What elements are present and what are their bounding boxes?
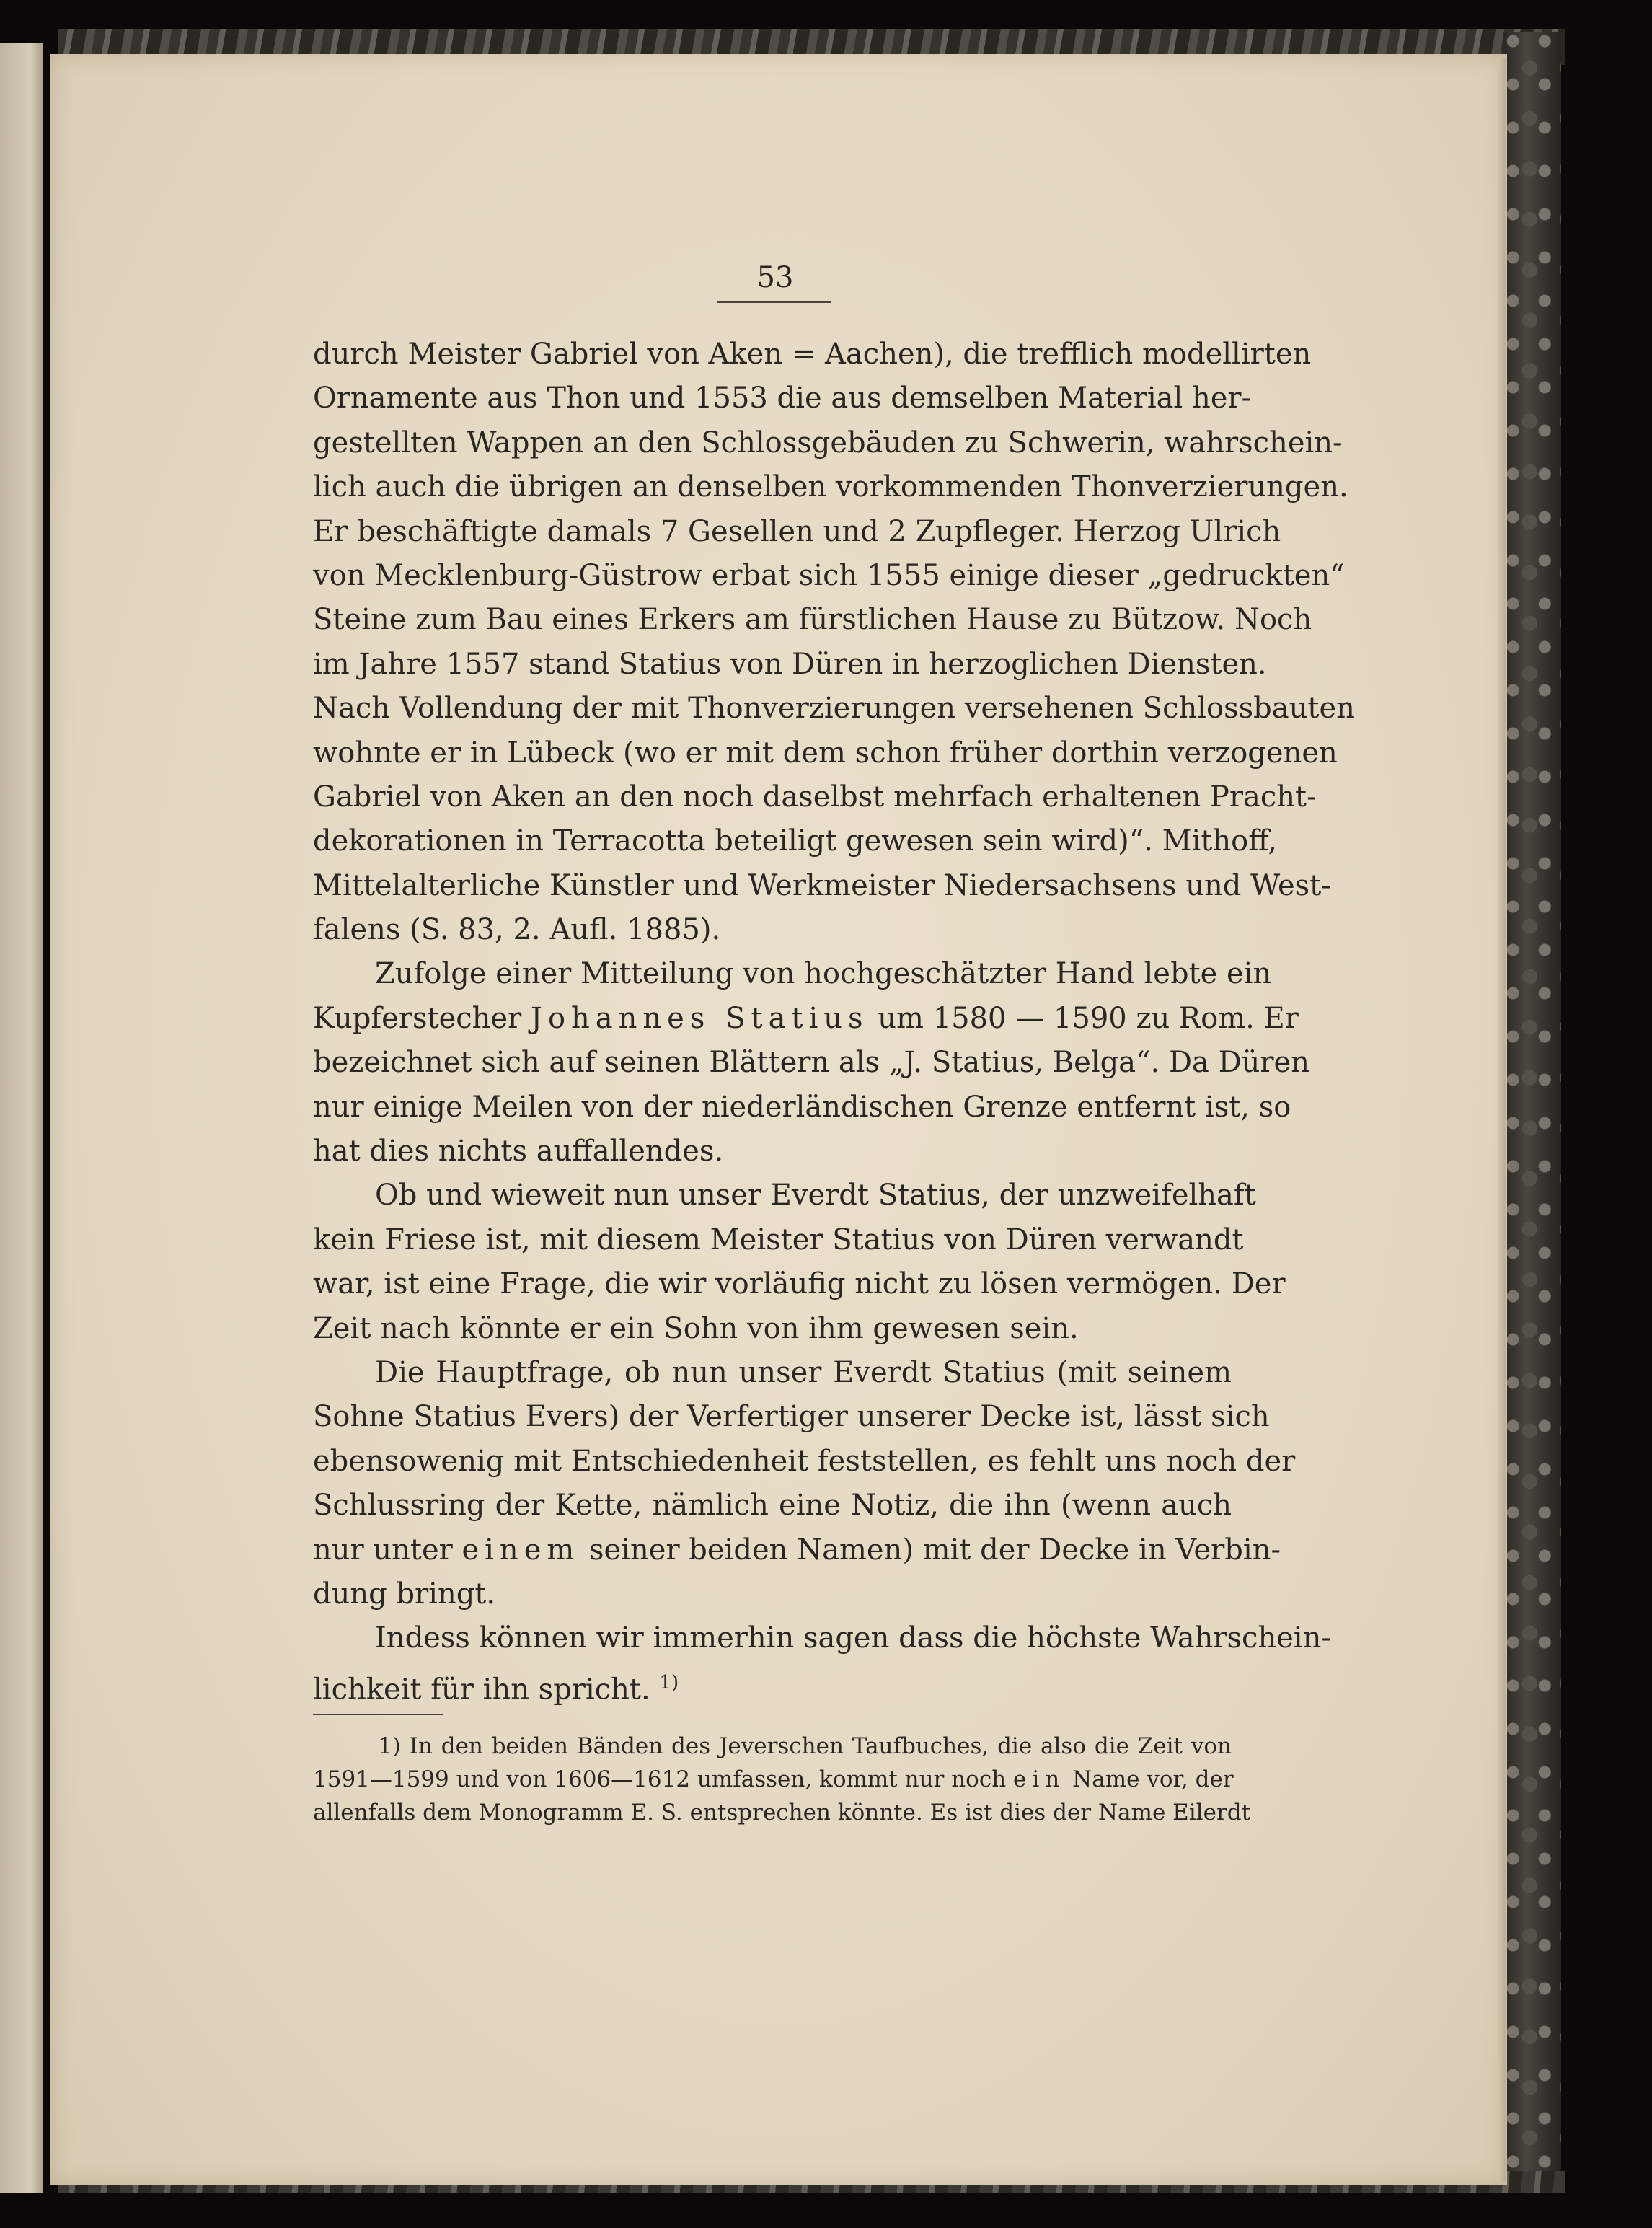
text-line: Ornamente aus Thon und 1553 die aus demselben Material her- <box>313 382 1252 415</box>
page-edge <box>1498 58 1506 2182</box>
text-line: Indess können wir immerhin sagen dass die höchste Wahrschein- <box>375 1621 1331 1655</box>
text-line <box>313 997 1299 1041</box>
text-line: lich auch die übrigen an denselben vorkommenden Thonverzierungen. <box>313 470 1348 504</box>
text-segment: 1591—1599 und von 1606—1612 umfassen, kommt nur noch <box>313 1766 1007 1792</box>
text-line: dekorationen in Terracotta beteiligt gewesen sein wird)“. Mithoff, <box>313 824 1277 858</box>
text-line: hat dies nichts auffallendes. <box>313 1135 724 1168</box>
text-line: wohnte er in Lübeck (wo er mit dem schon früher dorthin verzogenen <box>313 736 1338 770</box>
text-line: Ob und wieweit nun unser Everdt Statius, der unzweifelhaft <box>375 1179 1256 1212</box>
text-line: war, ist eine Frage, die wir vorläufig nicht zu lösen vermögen. Der <box>313 1267 1286 1301</box>
text-line: im Jahre 1557 stand Statius von Düren in herzoglichen Diensten. <box>313 647 1267 681</box>
text-line <box>313 1528 1281 1572</box>
text-line: durch Meister Gabriel von Aken = Aachen), die trefflich modellirten <box>313 338 1312 371</box>
text-segment: lichkeit für ihn spricht. <box>313 1673 650 1707</box>
page-number-rule <box>717 301 831 303</box>
footnote-reference: 1) <box>659 1671 679 1694</box>
footnote-marker: 1) <box>378 1733 401 1759</box>
text-line: falens (S. 83, 2. Aufl. 1885). <box>313 913 721 947</box>
text-segment: Kupferstecher <box>313 1001 522 1035</box>
footnote-line <box>313 1730 1232 1763</box>
text-line <box>313 1661 1232 1705</box>
text-line: bezeichnet sich auf seinen Blättern als „J. Statius, Belga“. Da Düren <box>313 1046 1309 1080</box>
spaced-name: Johannes Statius <box>530 1001 869 1035</box>
spaced-word: ein <box>1013 1766 1066 1792</box>
body-text <box>313 333 1355 1707</box>
text-segment: nur unter <box>313 1533 453 1567</box>
page-number: 53 <box>756 261 794 294</box>
footnote <box>313 1730 1251 1829</box>
text-line: kein Friese ist, mit diesem Meister Statius von Düren verwandt <box>313 1223 1244 1256</box>
text-segment: Name vor, der <box>1072 1766 1234 1792</box>
text-line: dung bringt. <box>313 1577 496 1611</box>
marbled-cover-right <box>1503 32 1561 2189</box>
text-line: Nach Vollendung der mit Thonverzierungen versehenen Schlossbauten <box>313 692 1355 726</box>
text-segment: In den beiden Bänden des Jeverschen Taufbuches, die also die Zeit von <box>409 1733 1232 1759</box>
text-line: Die Hauptfrage, ob nun unser Everdt Statius (mit seinem <box>375 1355 1232 1389</box>
facing-page-edge <box>0 43 43 2193</box>
text-line: von Mecklenburg-Güstrow erbat sich 1555 einige dieser „gedruckten“ <box>313 558 1345 592</box>
text-line: Mittelalterliche Künstler und Werkmeister Niedersachsens und West- <box>313 868 1331 902</box>
text-line: Zeit nach könnte er ein Sohn von ihm gewesen sein. <box>313 1311 1079 1345</box>
text-line: Zufolge einer Mitteilung von hochgeschätzter Hand lebte ein <box>375 957 1272 991</box>
text-line: Steine zum Bau eines Erkers am fürstlichen Hause zu Bützow. Noch <box>313 603 1312 637</box>
footnote-rule <box>313 1714 443 1715</box>
text-segment: um 1580 — 1590 zu Rom. Er <box>878 1001 1299 1035</box>
text-segment: seiner beiden Namen) mit der Decke in Verbin- <box>589 1533 1281 1567</box>
text-line: Sohne Statius Evers) der Verfertiger unserer Decke ist, lässt sich <box>313 1400 1270 1434</box>
text-line: Gabriel von Aken an den noch daselbst mehrfach erhaltenen Pracht- <box>313 780 1317 814</box>
text-line: Schlussring der Kette, nämlich eine Notiz, die ihn (wenn auch <box>313 1489 1232 1523</box>
footnote-line: allenfalls dem Monogramm E. S. entsprechen könnte. Es ist dies der Name Eilerdt <box>313 1800 1251 1826</box>
footnote-line <box>313 1763 1232 1796</box>
text-line: Er beschäftigte damals 7 Gesellen und 2 Zupfleger. Herzog Ulrich <box>313 514 1281 548</box>
spaced-word: einem <box>461 1533 580 1567</box>
text-line: gestellten Wappen an den Schlossgebäuden zu Schwerin, wahrschein- <box>313 426 1343 459</box>
text-line: nur einige Meilen von der niederländischen Grenze entfernt ist, so <box>313 1090 1291 1124</box>
text-line: ebensowenig mit Entschiedenheit feststellen, es fehlt uns noch der <box>313 1444 1296 1478</box>
